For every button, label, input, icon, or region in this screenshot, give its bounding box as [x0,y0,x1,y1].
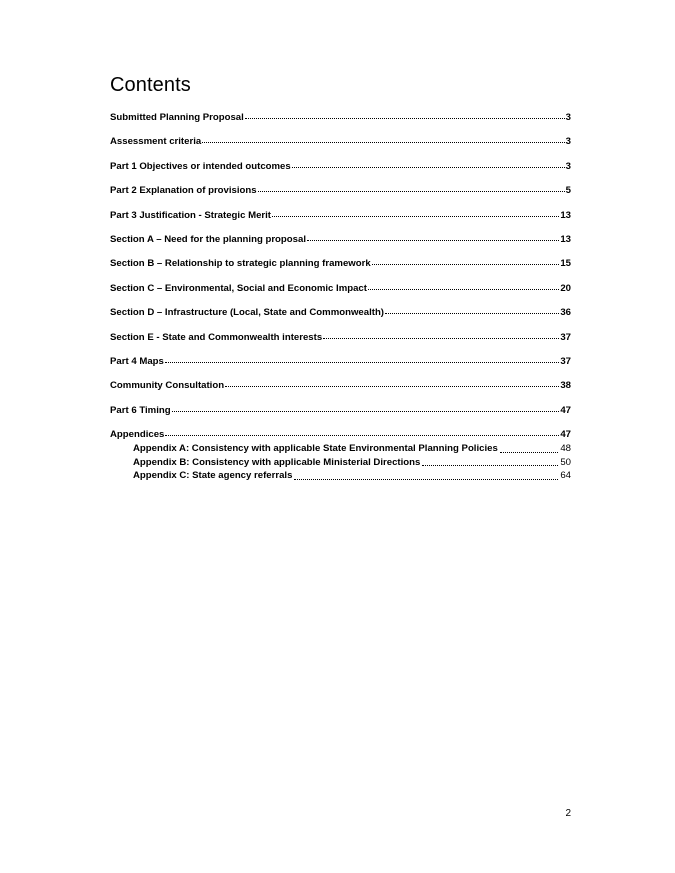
toc-entry[interactable] [110,184,571,198]
toc-entry-label: Section D – Infrastructure (Local, State and Commonwealth) [110,307,384,319]
toc-entry[interactable] [110,404,571,418]
toc-leader-dots [202,142,564,143]
toc-entry-page: 13 [560,209,571,221]
toc-entry-page: 37 [560,331,571,343]
toc-leader-dots [294,479,558,480]
toc-entry[interactable] [110,257,571,271]
toc-sub-entry-page: 48 [560,443,571,455]
toc-leader-dots [172,411,560,412]
toc-leader-dots [372,264,560,265]
toc-entry-page: 47 [560,429,571,441]
toc-entry-page: 36 [560,307,571,319]
toc-entry[interactable] [110,135,571,149]
toc-entry-label: Appendices [110,429,165,441]
toc-entry-page: 37 [560,355,571,367]
toc-entry-label: Section B – Relationship to strategic planning framework [110,258,371,270]
toc-entry[interactable] [110,355,571,369]
toc-leader-dots [307,240,559,241]
toc-sub-entry[interactable] [110,456,571,470]
toc-entry-page: 15 [560,258,571,270]
toc-leader-dots [225,386,559,387]
toc-sub-entry[interactable] [110,442,571,456]
toc-entry-page: 3 [565,136,571,148]
toc-entry-label: Submitted Planning Proposal [110,112,244,123]
toc-leader-dots [368,289,559,290]
toc-sub-entry-page: 64 [560,470,571,482]
toc-leader-dots [272,216,559,217]
toc-entry-label: Section A – Need for the planning proposal [110,233,306,245]
toc-entry-label: Part 3 Justification - Strategic Merit [110,209,271,221]
toc-leader-dots [422,465,558,466]
toc-leader-dots [385,313,559,314]
toc-sub-entry-label: Appendix B: Consistency with applicable Ministerial Directions [133,456,421,468]
toc-entry[interactable] [110,282,571,296]
toc-entry[interactable] [110,306,571,320]
toc-entry[interactable] [110,331,571,345]
table-of-contents [110,111,571,483]
toc-entry-page: 3 [565,160,571,172]
toc-leader-dots [323,338,559,339]
toc-sub-entry[interactable] [110,469,571,483]
page-title: Contents [110,74,191,96]
toc-entry[interactable] [110,160,571,174]
toc-leader-dots [500,452,559,453]
toc-sub-entry-page: 50 [560,456,571,468]
toc-sub-entry-label: Appendix C: State agency referrals [133,470,293,482]
toc-entry[interactable] [110,379,571,393]
toc-entry-page: 3 [565,112,571,123]
toc-leader-dots [292,167,565,168]
toc-entry[interactable] [110,428,571,442]
toc-leader-dots [245,118,565,119]
toc-entry-label: Community Consultation [110,380,225,392]
toc-entry-page: 20 [560,282,571,294]
toc-entry[interactable] [110,233,571,247]
toc-entry-label: Assessment criteria [110,136,202,148]
toc-entry-label: Part 1 Objectives or intended outcomes [110,160,291,172]
page-number: 2 [565,808,571,819]
toc-entry-label: Part 4 Maps [110,355,164,367]
toc-entry-page: 13 [560,233,571,245]
toc-entry-label: Part 6 Timing [110,404,171,416]
toc-entry-page: 47 [560,404,571,416]
toc-sub-entry-label: Appendix A: Consistency with applicable State Environmental Planning Policies [133,443,498,455]
toc-leader-dots [258,191,565,192]
toc-leader-dots [165,362,559,363]
toc-entry-label: Section C – Environmental, Social and Economic Impact [110,282,367,294]
toc-entry-label: Part 2 Explanation of provisions [110,185,257,197]
toc-entry[interactable] [110,209,571,223]
toc-entry-label: Section E - State and Commonwealth interests [110,331,323,343]
toc-leader-dots [165,435,559,436]
toc-entry[interactable] [110,111,571,125]
toc-entry-page: 38 [560,380,571,392]
toc-entry-page: 5 [565,185,571,197]
toc-sub-entries [110,442,571,483]
